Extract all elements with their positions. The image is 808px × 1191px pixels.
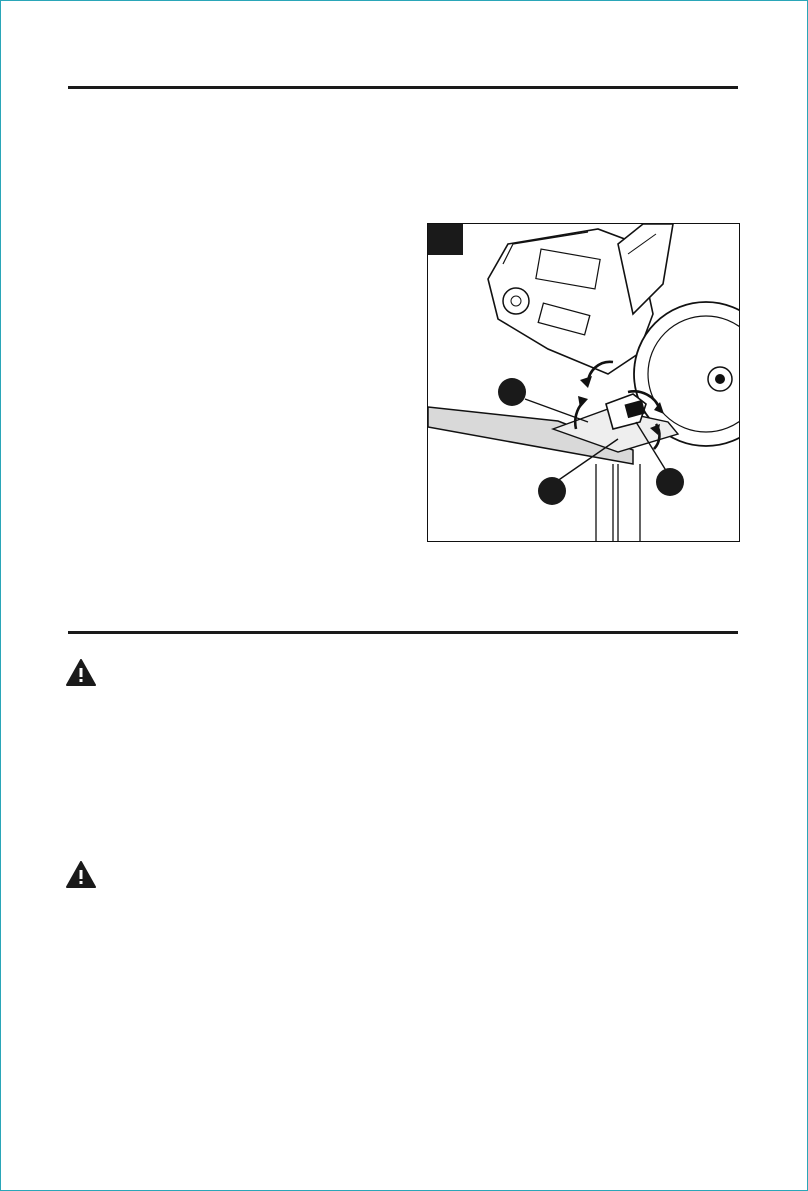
- saw-bevel-adjustment-figure: [427, 223, 740, 542]
- section-divider-middle: [68, 631, 738, 634]
- callout-b: [538, 477, 566, 505]
- warning-triangle-icon: [66, 659, 96, 686]
- figure-number-tab: [428, 224, 463, 255]
- callout-a: [498, 378, 526, 406]
- callout-c: [656, 468, 684, 496]
- circular-saw-illustration: [428, 224, 739, 541]
- warning-triangle-icon: [66, 861, 96, 888]
- saw-knob: [503, 288, 529, 314]
- section-divider-top: [68, 86, 738, 89]
